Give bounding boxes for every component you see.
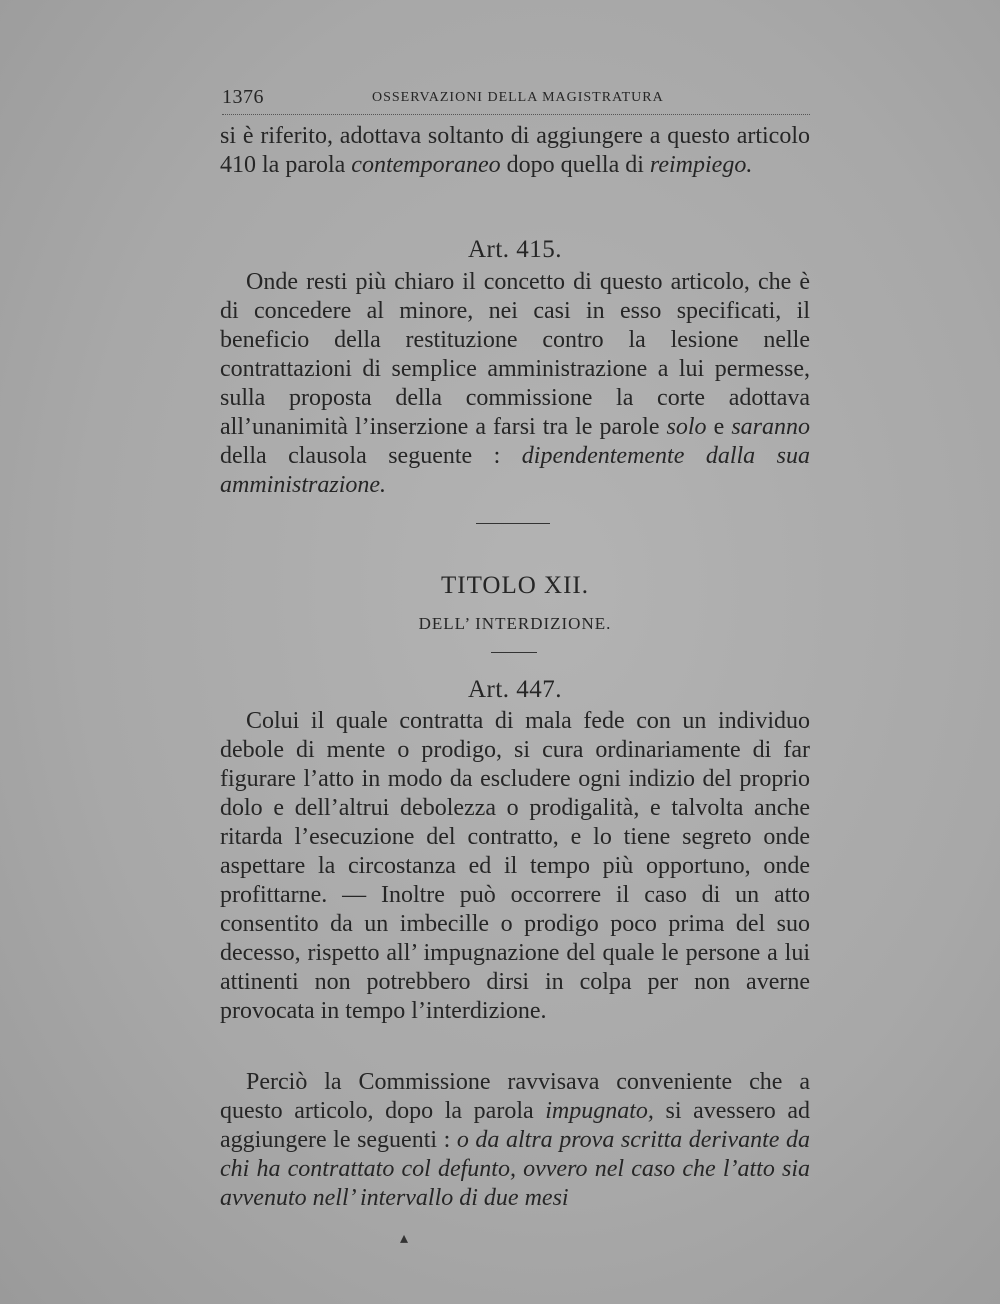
article-415-paragraph [220,268,810,500]
italic-word: solo [666,414,707,440]
text-run: Perciò la Commissione ravvisava conveniente che a questo articolo, dopo la parola [220,1069,810,1124]
section-divider [476,523,550,524]
text-run: e [706,414,732,440]
italic-word: reimpiego. [649,152,753,178]
italic-clause: o da altra prova scritta derivante da chi ha contrattato col defunto, ovvero nel caso che l’atto sia avvenuto nell’ intervallo di due mesi [220,1127,810,1211]
text-run: Colui il quale contratta di mala fede con un individuo debole di mente o prodigo, si cura ordinariamente di far figurare l’atto in modo da escludere ogni indizio del proprio dolo e dell’altrui debolezza o prodigalità, e talvolta anche ritarda l’esecuzione del contratto, e lo tiene segreto onde aspettare la circostanza ed il tempo più opportuno, onde profittarne. — Inoltre può occorrere il caso di un atto consentito da un imbecille o prodigo poco prima del suo decesso, rispetto all’ impugnazione del quale le persone a lui attinenti non potrebbero dirsi in colpa per non averne provocata in tempo l’interdizione. [220,708,810,1024]
article-415-heading: Art. 415. [467,236,563,263]
text-run: Onde resti più chiaro il concetto di questo articolo, che è di concedere al minore, nei casi in esso specificati, il beneficio della restituzione contro la lesione nelle contrattazioni di semplice amministrazione a lui permesse, sulla proposta della commissione la corte adottava all’unanimità l’inserzione a farsi tra le parole [220,269,810,440]
titolo-heading: TITOLO XII. [441,572,589,599]
text-run: dopo quella di [500,152,650,178]
paragraph-continuation [220,122,810,180]
italic-clause: dipendentemente dalla sua amministrazione. [220,443,810,498]
italic-word: impugnato, [545,1098,654,1124]
article-447-heading: Art. 447. [467,676,563,703]
titolo-subheading: DELL’ INTERDIZIONE. [418,614,612,633]
print-speck: ▴ [400,1230,409,1247]
italic-word: saranno [731,414,810,440]
text-run: si avessero ad aggiungere le seguenti : [220,1098,810,1153]
heading-divider [491,652,537,653]
article-447-paragraph-2 [220,1068,810,1213]
article-447-paragraph-1 [220,707,810,1026]
page-header [222,84,810,115]
text-run: della clausola seguente : [220,443,522,469]
text-run: si è riferito, adottava soltanto di aggiungere a questo articolo 410 la parola [220,123,810,178]
running-head: OSSERVAZIONI DELLA MAGISTRATURA [372,90,664,105]
page-number: 1376 [222,86,264,108]
italic-word: contemporaneo [351,152,501,178]
